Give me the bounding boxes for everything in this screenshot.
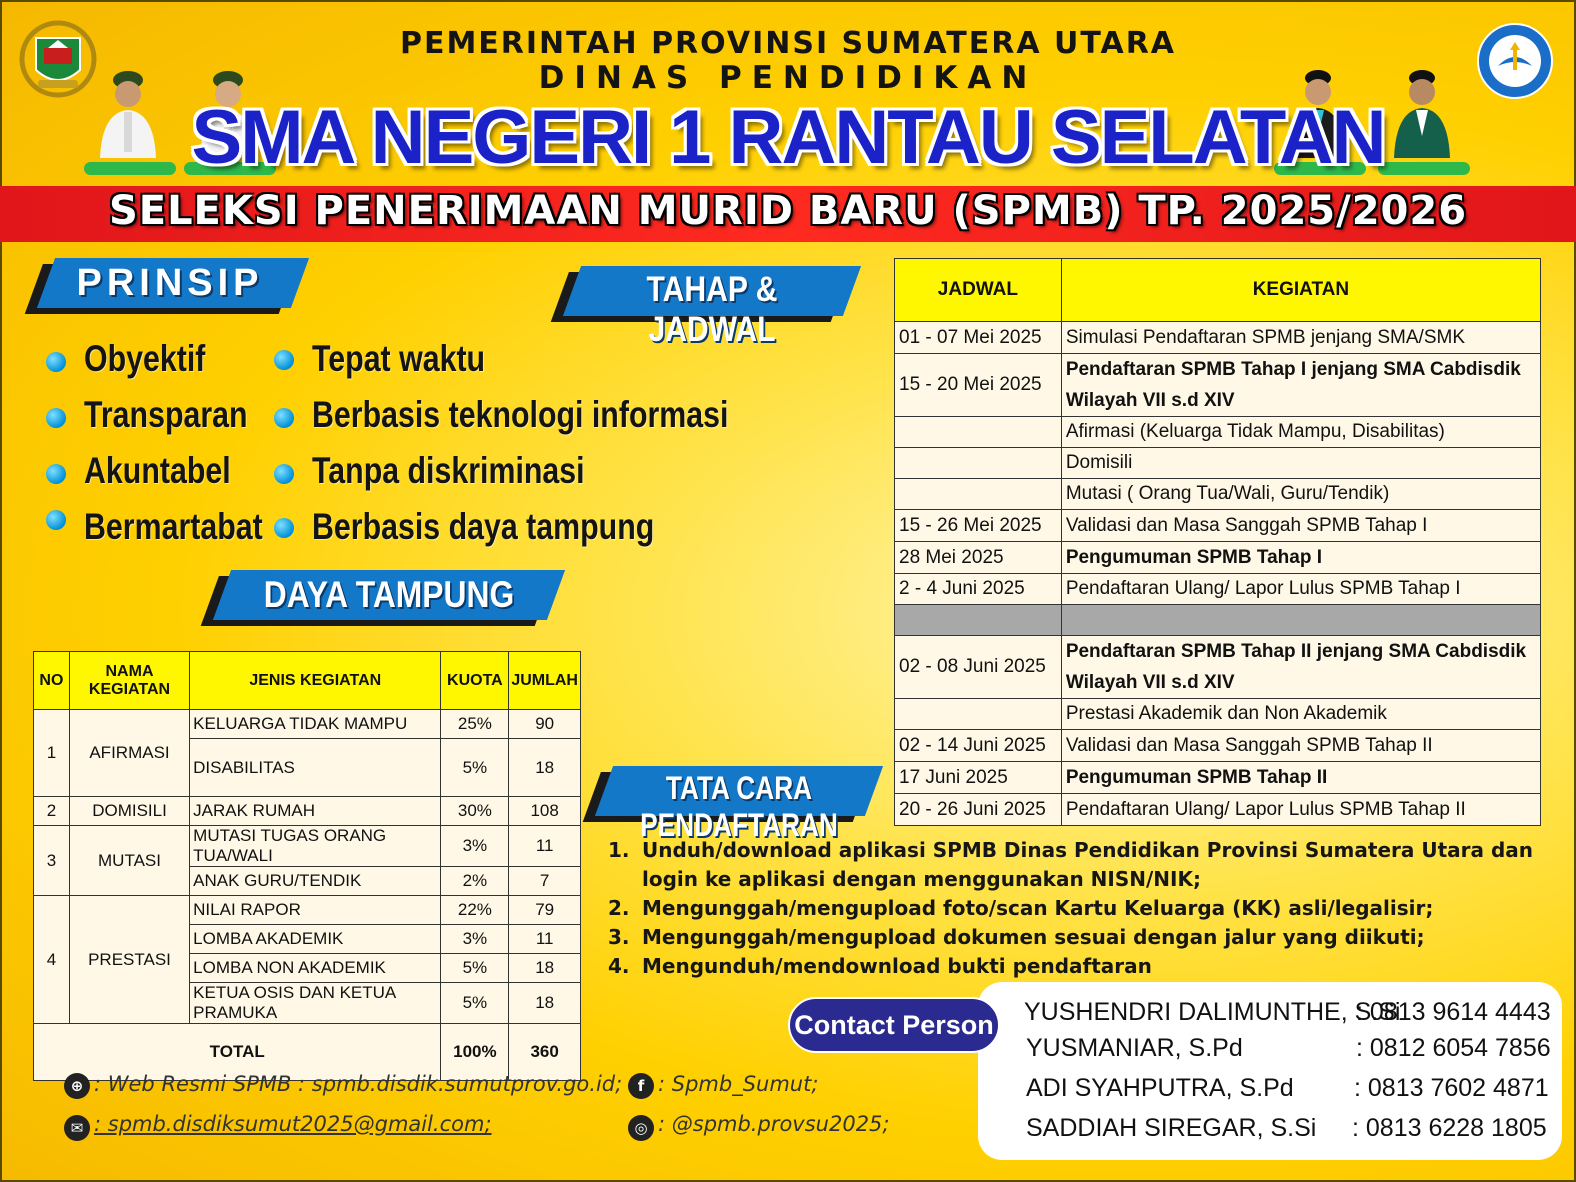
bullet-icon bbox=[46, 510, 66, 530]
bullet-icon bbox=[274, 464, 294, 484]
row-kuota: 22% bbox=[441, 896, 509, 925]
table-row bbox=[895, 354, 1541, 417]
step-number: 4. bbox=[608, 954, 630, 978]
step-text: Unduh/download aplikasi SPMB Dinas Pendidikan Provinsi Sumatera Utara dan login ke aplikasi dengan menggunakan NISN/NIK; bbox=[642, 838, 1534, 891]
total-label: TOTAL bbox=[34, 1024, 441, 1081]
government-title: PEMERINTAH PROVINSI SUMATERA UTARA bbox=[399, 26, 1177, 61]
step-text: Mengunggah/mengupload dokumen sesuai dengan jalur yang diikuti; bbox=[642, 925, 1425, 949]
bullet-icon bbox=[46, 352, 66, 372]
prinsip-item: Bermartabat bbox=[84, 506, 263, 547]
row-date bbox=[895, 699, 1062, 730]
tata-cara-title: TATA CARA PENDAFTARAN bbox=[640, 770, 838, 843]
col-header-nama: NAMA KEGIATAN bbox=[69, 652, 189, 710]
row-jenis: NILAI RAPOR bbox=[190, 896, 441, 925]
table-row bbox=[895, 762, 1541, 794]
prinsip-item: Berbasis teknologi informasi bbox=[312, 394, 729, 435]
contact-phone: : 0813 9614 4443 bbox=[1356, 998, 1551, 1026]
facebook-icon: f bbox=[628, 1073, 654, 1099]
row-date: 2 - 4 Juni 2025 bbox=[895, 574, 1062, 605]
row-jenis: LOMBA AKADEMIK bbox=[190, 925, 441, 954]
row-nama: MUTASI bbox=[69, 826, 189, 896]
row-activity: Pendaftaran SPMB Tahap II jenjang SMA Cabdisdik Wilayah VII s.d XIV bbox=[1061, 636, 1540, 699]
row-no: 3 bbox=[34, 826, 70, 896]
school-name: SMA NEGERI 1 RANTAU SELATAN bbox=[191, 95, 1385, 180]
row-date: 02 - 08 Juni 2025 bbox=[895, 636, 1062, 699]
bullet-icon bbox=[274, 518, 294, 538]
table-row bbox=[895, 479, 1541, 510]
row-no: 2 bbox=[34, 797, 70, 826]
row-activity: Pendaftaran Ulang/ Lapor Lulus SPMB Tahap I bbox=[1061, 574, 1540, 605]
table-row bbox=[895, 510, 1541, 542]
row-kuota: 3% bbox=[441, 925, 509, 954]
row-jumlah: 18 bbox=[509, 954, 581, 983]
table-row bbox=[34, 826, 581, 867]
prinsip-item: Tepat waktu bbox=[312, 338, 486, 379]
row-activity: Pendaftaran SPMB Tahap I jenjang SMA Cabdisdik Wilayah VII s.d XIV bbox=[1061, 354, 1540, 417]
row-date: 20 - 26 Juni 2025 bbox=[895, 794, 1062, 826]
row-kuota: 5% bbox=[441, 983, 509, 1024]
contact-phone: : 0813 7602 4871 bbox=[1354, 1074, 1549, 1102]
row-activity bbox=[1061, 605, 1540, 636]
instagram-link[interactable]: : @spmb.provsu2025; bbox=[658, 1112, 890, 1136]
contact-phone: : 0813 6228 1805 bbox=[1352, 1114, 1547, 1142]
prinsip-item: Akuntabel bbox=[84, 450, 231, 491]
email-link[interactable]: : spmb.disdiksumut2025@gmail.com; bbox=[94, 1112, 492, 1136]
table-row bbox=[895, 636, 1541, 699]
row-date bbox=[895, 417, 1062, 448]
step-number: 2. bbox=[608, 896, 630, 920]
row-date: 15 - 20 Mei 2025 bbox=[895, 354, 1062, 417]
table-row bbox=[34, 896, 581, 925]
row-activity: Validasi dan Masa Sanggah SPMB Tahap I bbox=[1061, 510, 1540, 542]
contact-name: YUSMANIAR, S.Pd bbox=[1026, 1034, 1243, 1062]
row-jumlah: 7 bbox=[509, 867, 581, 896]
table-row bbox=[895, 417, 1541, 448]
prinsip-item: Berbasis daya tampung bbox=[312, 506, 655, 547]
table-row bbox=[34, 710, 581, 739]
facebook-link[interactable]: : Spmb_Sumut; bbox=[658, 1072, 819, 1096]
contact-name: SADDIAH SIREGAR, S.Si bbox=[1026, 1114, 1317, 1142]
step-text: Mengunggah/mengupload foto/scan Kartu Keluarga (KK) asli/legalisir; bbox=[642, 896, 1434, 920]
step-item bbox=[608, 836, 1570, 894]
department-title: DINAS PENDIDIKAN bbox=[538, 60, 1038, 96]
prinsip-title: PRINSIP bbox=[76, 262, 264, 304]
row-jenis: KETUA OSIS DAN KETUA PRAMUKA bbox=[190, 983, 441, 1024]
mail-icon: ✉ bbox=[64, 1115, 90, 1141]
table-row bbox=[895, 448, 1541, 479]
row-activity: Pengumuman SPMB Tahap II bbox=[1061, 762, 1540, 794]
table-row bbox=[34, 797, 581, 826]
row-activity: Validasi dan Masa Sanggah SPMB Tahap II bbox=[1061, 730, 1540, 762]
row-nama: PRESTASI bbox=[69, 896, 189, 1024]
prinsip-item: Transparan bbox=[84, 394, 248, 435]
row-kuota: 5% bbox=[441, 954, 509, 983]
step-item bbox=[608, 923, 1570, 952]
row-date: 01 - 07 Mei 2025 bbox=[895, 322, 1062, 354]
row-date bbox=[895, 479, 1062, 510]
bullet-icon bbox=[46, 464, 66, 484]
table-row bbox=[895, 542, 1541, 574]
instagram-icon: ◎ bbox=[628, 1115, 654, 1141]
schedule-table bbox=[894, 258, 1541, 826]
table-row bbox=[895, 574, 1541, 605]
row-activity: Prestasi Akademik dan Non Akademik bbox=[1061, 699, 1540, 730]
daya-tampung-title: DAYA TAMPUNG bbox=[263, 574, 515, 615]
col-header-jumlah: JUMLAH bbox=[509, 652, 581, 710]
row-no: 1 bbox=[34, 710, 70, 797]
col-header-no: NO bbox=[34, 652, 70, 710]
col-header-jadwal: JADWAL bbox=[895, 259, 1062, 322]
row-jenis: MUTASI TUGAS ORANG TUA/WALI bbox=[190, 826, 441, 867]
registration-steps bbox=[608, 836, 1570, 981]
row-jumlah: 11 bbox=[509, 826, 581, 867]
row-nama: DOMISILI bbox=[69, 797, 189, 826]
row-kuota: 5% bbox=[441, 739, 509, 797]
col-header-kegiatan: KEGIATAN bbox=[1061, 259, 1540, 322]
row-date bbox=[895, 605, 1062, 636]
row-date: 17 Juni 2025 bbox=[895, 762, 1062, 794]
step-number: 3. bbox=[608, 925, 630, 949]
row-activity: Mutasi ( Orang Tua/Wali, Guru/Tendik) bbox=[1061, 479, 1540, 510]
contact-person-label: Contact Person bbox=[788, 997, 1000, 1053]
row-date: 02 - 14 Juni 2025 bbox=[895, 730, 1062, 762]
row-activity: Domisili bbox=[1061, 448, 1540, 479]
table-row bbox=[895, 699, 1541, 730]
web-link[interactable]: : Web Resmi SPMB : spmb.disdik.sumutprov.go.id; bbox=[94, 1072, 623, 1096]
total-jumlah: 360 bbox=[509, 1024, 581, 1081]
row-jumlah: 79 bbox=[509, 896, 581, 925]
row-jumlah: 90 bbox=[509, 710, 581, 739]
row-kuota: 30% bbox=[441, 797, 509, 826]
bullet-icon bbox=[274, 408, 294, 428]
row-date: 28 Mei 2025 bbox=[895, 542, 1062, 574]
row-jenis: LOMBA NON AKADEMIK bbox=[190, 954, 441, 983]
row-activity: Afirmasi (Keluarga Tidak Mampu, Disabilitas) bbox=[1061, 417, 1540, 448]
row-date bbox=[895, 448, 1062, 479]
row-jenis: DISABILITAS bbox=[190, 739, 441, 797]
row-jumlah: 11 bbox=[509, 925, 581, 954]
bullet-icon bbox=[274, 350, 294, 370]
row-no: 4 bbox=[34, 896, 70, 1024]
table-row bbox=[895, 730, 1541, 762]
col-header-jenis: JENIS KEGIATAN bbox=[190, 652, 441, 710]
table-row bbox=[895, 322, 1541, 354]
bullet-icon bbox=[46, 408, 66, 428]
step-number: 1. bbox=[608, 838, 630, 862]
globe-icon: ⊕ bbox=[64, 1073, 90, 1099]
row-nama: AFIRMASI bbox=[69, 710, 189, 797]
step-item bbox=[608, 894, 1570, 923]
banner-title: SELEKSI PENERIMAAN MURID BARU (SPMB) TP. 2025/2026 bbox=[108, 188, 1468, 234]
row-activity: Pengumuman SPMB Tahap I bbox=[1061, 542, 1540, 574]
row-kuota: 25% bbox=[441, 710, 509, 739]
step-item bbox=[608, 952, 1570, 981]
capacity-table bbox=[33, 651, 581, 1081]
row-kuota: 2% bbox=[441, 867, 509, 896]
row-date: 15 - 26 Mei 2025 bbox=[895, 510, 1062, 542]
row-activity: Pendaftaran Ulang/ Lapor Lulus SPMB Tahap II bbox=[1061, 794, 1540, 826]
total-kuota: 100% bbox=[441, 1024, 509, 1081]
jadwal-title: TAHAP & JADWAL bbox=[646, 270, 778, 349]
table-row bbox=[895, 794, 1541, 826]
prinsip-item: Tanpa diskriminasi bbox=[312, 450, 585, 491]
row-jenis: JARAK RUMAH bbox=[190, 797, 441, 826]
prinsip-item: Obyektif bbox=[84, 338, 206, 379]
step-text: Mengunduh/mendownload bukti pendaftaran bbox=[642, 954, 1152, 978]
row-jumlah: 18 bbox=[509, 739, 581, 797]
row-jenis: KELUARGA TIDAK MAMPU bbox=[190, 710, 441, 739]
separator-row bbox=[895, 605, 1541, 636]
row-jenis: ANAK GURU/TENDIK bbox=[190, 867, 441, 896]
col-header-kuota: KUOTA bbox=[441, 652, 509, 710]
row-jumlah: 108 bbox=[509, 797, 581, 826]
contact-name: ADI SYAHPUTRA, S.Pd bbox=[1026, 1074, 1294, 1102]
contact-phone: : 0812 6054 7856 bbox=[1356, 1034, 1551, 1062]
row-activity: Simulasi Pendaftaran SPMB jenjang SMA/SMK bbox=[1061, 322, 1540, 354]
row-jumlah: 18 bbox=[509, 983, 581, 1024]
contact-name: YUSHENDRI DALIMUNTHE, S.Si bbox=[1024, 998, 1401, 1026]
row-kuota: 3% bbox=[441, 826, 509, 867]
